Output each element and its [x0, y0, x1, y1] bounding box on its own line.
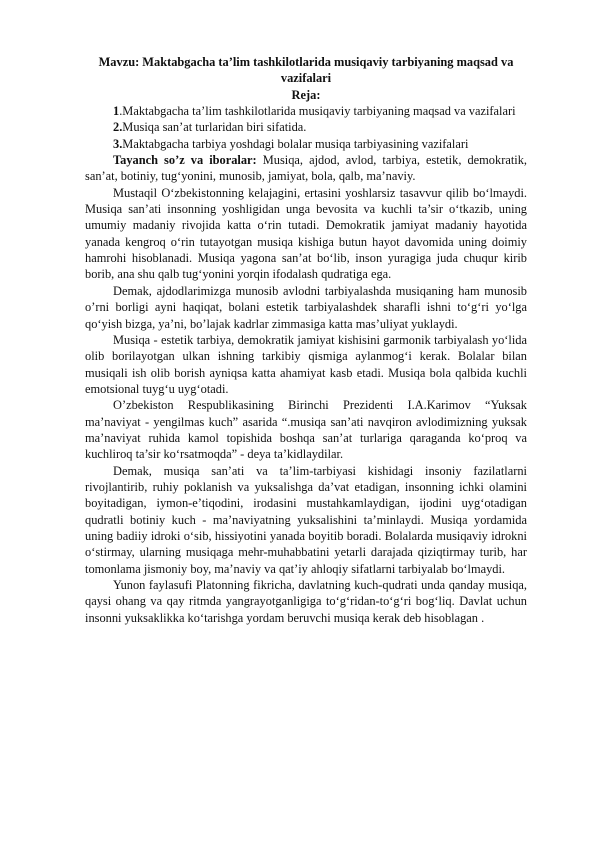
document-page [85, 54, 527, 626]
keywords-paragraph [85, 152, 527, 185]
body-paragraph: Mustaqil O‘zbekistonning kelajagini, ertasini yoshlarsiz tasavvur qilib bo‘lmaydi. Musiqa san’ati insonning yoshligidan unga bevosita va kuchli ta’sir o‘tkazib, uning umumiy madaniy rivojida katta o‘rin tutadi. Demokratik jamiyat madaniy hayotida yanada kengroq o‘rin tutayotgan musiqa kishiga butun hayot davomida uning doimiy hamrohi hisoblanadi. Musiqa yagona san’at bo‘lib, inson yuragiga juda chuqur kirib borib, ana shu qalb tug‘yonini yorqin ifodalash qudratiga ega. [85, 185, 527, 282]
page-title: Mavzu: Maktabgacha ta’lim tashkilotlarida musiqaviy tarbiyaning maqsad va vazifalari [98, 55, 514, 86]
body-paragraph: Musiqa - estetik tarbiya, demokratik jamiyat kishisini garmonik tarbiyalash yo‘lida olib borilayotgan ulkan ishning tarkibiy qismiga aylanmog‘i kerak. Bolalar bilan musiqali ish olib borish ayniqsa katta ahamiyat kasb etadi. Musiqa bola qalbida kuchli emotsional tuyg‘u uyg‘otadi. [85, 332, 527, 396]
body-paragraph: Demak, ajdodlarimizga munosib avlodni tarbiyalashda musiqaning ham munosib o’rni borligi ayni haqiqat, bolani estetik tarbiyalashdek sharafli ishni to‘g‘ri yo‘lga qo‘yish bizga, ya’ni, bo’lajak kadrlar zimmasiga katta mas’uliyat yuklaydi. [85, 283, 527, 331]
body-paragraph: O’zbekiston Respublikasining Birinchi Prezidenti I.A.Karimov “Yuksak ma’naviyat - yengilmas kuch” asarida “.musiqa san’ati navqiron avlodimizning yuksak ma’naviyat ruhida kamol topishida boshqa san’at turlariga qaraganda ko‘proq va kuchliroq ta’sir ko‘rsatmoqda” - deya ta’kidlaydilar. [85, 398, 527, 462]
keywords-label: Tayanch so’z va iboralar: [113, 153, 257, 168]
plan-item-number: 2. [113, 120, 123, 135]
plan-item-text: Musiqa san’at turlaridan biri sifatida. [122, 120, 307, 135]
body-paragraph: Demak, musiqa san’ati va ta’lim-tarbiyasi kishidagi insoniy fazilatlarni rivojlantirib, ruhiy poklanish va yuksalishga da’vat etadigan, insonning ichki olamini boyitadigan, iymon-e’tiqodini, irodasini mustahkamlaydigan, ijodini uyg‘otadigan qudratli botiniy kuch - ma’naviyatning yuksalishini ta’minlaydi. Musiqa yordamida uning badiiy idroki o‘sib, hissiyotini yanada boyitib boradi. Bolalarda musiqaviy idrokni o‘stirmay, ularning musiqaga mehr-muhabbatini yetarli darajada qiziqtirmay turib, har tomonlama jismoniy boy, ma’naviy va qat’iy ahloqiy sifatlarni tarbiyalab bo‘lmaydi. [85, 463, 527, 576]
plan-item-2 [85, 119, 527, 135]
plan-heading: Reja: [291, 87, 321, 102]
plan-item-number: 1 [113, 104, 120, 119]
keywords-text: Musiqa, ajdod, avlod, tarbiya, estetik, demokratik, san’at, botiniy, tug‘yonini, munosib, jamiyat, bola, qalb, ma’naviy. [85, 153, 528, 184]
plan-item-number: 3. [113, 136, 123, 151]
plan-item-1 [85, 103, 527, 119]
plan-item-3 [85, 136, 527, 152]
body-paragraph: Yunon faylasufi Platonning fikricha, davlatning kuch-qudrati unda qanday musiqa, qaysi ohang va qay ritmda yangrayotganligiga to‘g‘ridan-to‘g‘ri bog‘liq. Davlat uchun insonni yuksaklikka ko‘tarishga yordam beruvchi musiqa kerak deb hisoblagan . [85, 578, 527, 625]
plan-item-text: Maktabgacha tarbiya yoshdagi bolalar musiqa tarbiyasining vazifalari [122, 136, 469, 151]
plan-item-text: .Maktabgacha ta’lim tashkilotlarida musiqaviy tarbiyaning maqsad va vazifalari [119, 104, 516, 119]
